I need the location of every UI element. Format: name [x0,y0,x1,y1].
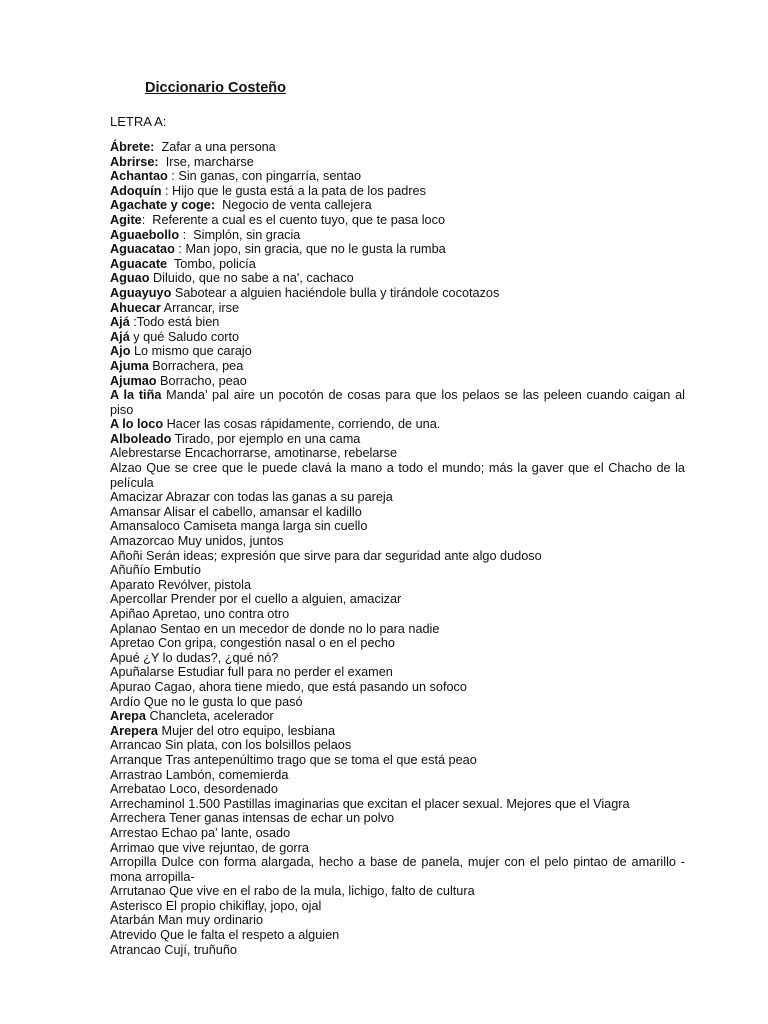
entry-term: Atrevido [110,928,157,943]
entry-term: Alebrestarse [110,446,182,461]
entry-definition: Tras antepenúltimo trago que se toma el que está peao [162,752,477,767]
entry-term: Amansar [110,504,161,519]
entry-definition: Apretao, uno contra otro [149,607,290,621]
entry-term: A lo loco [110,417,164,432]
dictionary-entry [110,359,685,374]
entry-definition: Revólver, pistola [154,577,252,592]
dictionary-entry [110,330,685,345]
entry-term: Amazorcao [110,534,175,549]
entry-definition: Sentao en un mecedor de donde no lo para nadie [156,621,440,636]
dictionary-entry [110,738,685,753]
entry-definition: Con gripa, congestión nasal o en el pecho [154,636,395,651]
entry-definition: Encachorrarse, amotinarse, rebelarse [181,446,398,461]
entry-definition: Que vive en el rabo de la mula, lichigo, falto de cultura [165,884,475,899]
dictionary-entry [110,943,685,958]
entry-definition: Tirado, por ejemplo en una cama [171,431,361,446]
dictionary-entry [110,432,685,447]
dictionary-entry [110,549,685,564]
dictionary-entry [110,388,689,417]
dictionary-entry [110,578,685,593]
dictionary-entry [110,913,685,928]
entry-definition: Prender por el cuello a alguien, amacizar [167,592,402,607]
entry-definition: Que se cree que le puede clavá la mano a todo el mundo; más la gaver que el Chacho de la película [110,461,689,490]
dictionary-entry [110,198,685,213]
entry-definition: Echao pa' lante, osado [157,825,291,840]
entry-definition: ¿Y lo dudas?, ¿qué nó? [139,650,279,665]
entry-definition: y qué Saludo corto [129,329,240,344]
entry-term: Ardío [110,694,141,709]
dictionary-entry [110,665,685,680]
dictionary-entry [110,592,685,607]
entry-term: Arropilla [110,855,157,870]
dictionary-entry [110,899,685,914]
entry-term: Atrancao [110,942,161,957]
entry-definition: Loco, desordenado [165,782,278,797]
dictionary-entry [110,461,689,490]
entry-term: Arrimao [110,840,155,855]
entry-definition: Irse, marcharse [158,154,254,169]
entry-definition: que vive rejuntao, de gorra [154,840,309,855]
entry-term: Añuñío [110,563,151,578]
entry-term: Alboleado [110,431,172,446]
entry-term: Alzao [110,461,142,476]
entry-definition: 1.500 Pastillas imaginarias que excitan el placer sexual. Mejores que el Viagra [184,796,630,811]
entry-term: Apuñalarse [110,665,175,680]
dictionary-entries [110,140,689,957]
entry-definition: Dulce con forma alargada, hecho a base de panela, mujer con el pelo pintao de amarillo -mona arropilla- [110,855,685,884]
dictionary-entry [110,184,685,199]
dictionary-entry [110,446,685,461]
entry-definition: Man muy ordinario [154,913,264,928]
dictionary-entry [110,695,685,710]
entry-term: Aguayuyo [110,285,172,300]
entry-term: Arrastrao [110,767,163,782]
dictionary-entry [110,374,685,389]
entry-term: Ajo [110,344,131,359]
entry-term: Arepa [110,709,146,724]
entry-term: Aplanao [110,621,157,636]
dictionary-entry [110,841,685,856]
entry-definition: Cagao, ahora tiene miedo, que está pasando un sofoco [150,679,467,694]
dictionary-entry [110,490,685,505]
entry-definition: :Todo está bien [129,315,220,330]
entry-definition: Sin plata, con los bolsillos pelaos [161,738,352,753]
dictionary-entry [110,607,685,622]
dictionary-entry [110,315,685,330]
entry-definition: Que le falta el respeto a alguien [156,928,340,943]
dictionary-entry [110,782,685,797]
entry-term: Ajuma [110,358,149,373]
entry-definition: Manda’ pal aire un pocotón de cosas para que los pelaos se las peleen cuando caigan al piso [110,388,689,417]
dictionary-entry [110,301,685,316]
entry-term: Arepera [110,723,158,738]
entry-definition: Tombo, policía [167,256,256,271]
dictionary-entry [110,884,685,899]
entry-term: Ábrete: [110,140,155,154]
entry-term: Arrancao [110,738,162,753]
dictionary-entry [110,709,685,724]
entry-definition: Camiseta manga larga sin cuello [179,519,368,534]
dictionary-entry [110,344,685,359]
entry-term: Añoñi [110,548,143,563]
entry-definition: El propio chikiflay, jopo, ojal [162,898,322,913]
dictionary-entry [110,622,685,637]
dictionary-entry [110,213,685,228]
entry-term: Arrechaminol [110,796,185,811]
dictionary-entry [110,169,685,184]
entry-term: Apurao [110,679,151,694]
entry-term: Atarbán [110,913,155,928]
dictionary-entry [110,563,685,578]
document-title: Diccionario Costeño [145,80,286,96]
dictionary-entry [110,928,685,943]
entry-definition: Chancleta, acelerador [145,709,274,724]
entry-term: Aguao [110,271,150,286]
entry-term: Agachate y coge: [110,198,216,213]
entry-definition: Serán ideas; expresión que sirve para dar seguridad ante algo dudoso [142,548,542,563]
dictionary-entry [110,811,685,826]
entry-definition: Cují, truñuño [160,942,237,957]
entry-definition: Borrachera, pea [148,358,244,373]
entry-definition: Sabotear a alguien haciéndole bulla y tirándole cocotazos [171,285,500,300]
entry-term: Amacizar [110,490,163,505]
entry-term: Ahuecar [110,300,161,315]
entry-definition: Zafar a una persona [154,140,276,154]
dictionary-entry [110,724,685,739]
dictionary-entry [110,519,685,534]
entry-definition: Muy unidos, juntos [174,534,284,549]
entry-term: Aguacatao [110,242,175,257]
entry-term: Apercollar [110,592,168,607]
entry-term: Aguaebollo [110,227,180,242]
entry-term: Apiñao [110,607,150,621]
entry-definition: Hacer las cosas rápidamente, corriendo, de una. [163,417,441,432]
entry-definition: Tener ganas intensas de echar un polvo [165,811,395,826]
entry-definition: : Sin ganas, con pingarría, sentao [167,169,362,184]
dictionary-entry [110,768,685,783]
entry-term: Apretao [110,636,155,651]
entry-term: Aparato [110,577,155,592]
entry-definition: Estudiar full para no perder el examen [174,665,393,680]
entry-definition: Diluido, que no sabe a na', cachaco [149,271,354,286]
dictionary-entry [110,826,685,841]
entry-term: Apué [110,650,140,665]
entry-definition: Lo mismo que carajo [130,344,252,359]
section-heading: LETRA A: [110,114,167,129]
dictionary-entry [110,651,685,666]
entry-definition: : Hijo que le gusta está a la pata de los padres [161,183,426,198]
dictionary-entry [110,797,685,812]
dictionary-entry [110,271,685,286]
dictionary-entry [110,505,685,520]
entry-term: Aguacate [110,256,168,271]
entry-term: Arrechera [110,811,166,826]
dictionary-entry [110,155,685,170]
entry-term: Asterisco [110,898,163,913]
entry-definition: Negocio de venta callejera [215,198,372,213]
entry-term: A la tiña [110,388,162,403]
entry-term: Agite [110,212,142,227]
dictionary-entry [110,286,685,301]
entry-term: Abrirse: [110,154,159,169]
entry-definition: Mujer del otro equipo, lesbiana [157,723,335,738]
entry-definition: Alisar el cabello, amansar el kadillo [160,504,362,519]
entry-definition: : Man jopo, sin gracia, que no le gusta la rumba [174,242,446,257]
dictionary-entry [110,257,685,272]
entry-term: Arrutanao [110,884,166,899]
entry-term: Ajá [110,315,130,330]
entry-definition: Abrazar con todas las ganas a su pareja [162,490,393,505]
dictionary-entry [110,140,685,155]
dictionary-entry [110,636,685,651]
entry-definition: : Simplón, sin gracia [179,227,301,242]
entry-term: Arranque [110,752,163,767]
entry-term: Achantao [110,169,168,184]
dictionary-entry [110,417,685,432]
entry-term: Arrestao [110,825,158,840]
entry-term: Ajá [110,329,130,344]
entry-term: Adoquín [110,183,162,198]
dictionary-entry [110,855,685,884]
entry-definition: : Referente a cual es el cuento tuyo, que te pasa loco [141,212,446,227]
dictionary-entry [110,242,685,257]
entry-term: Arrebatao [110,782,166,797]
dictionary-entry [110,228,685,243]
entry-definition: Que no le gusta lo que pasó [140,694,303,709]
dictionary-entry [110,534,685,549]
dictionary-entry [110,680,685,695]
entry-term: Amansaloco [110,519,180,534]
entry-definition: Embutío [150,563,201,578]
entry-term: Ajumao [110,373,157,388]
entry-definition: Lambón, comemierda [162,767,289,782]
entry-definition: Arrancar, irse [160,300,240,315]
entry-definition: Borracho, peao [156,373,247,388]
dictionary-entry [110,753,685,768]
